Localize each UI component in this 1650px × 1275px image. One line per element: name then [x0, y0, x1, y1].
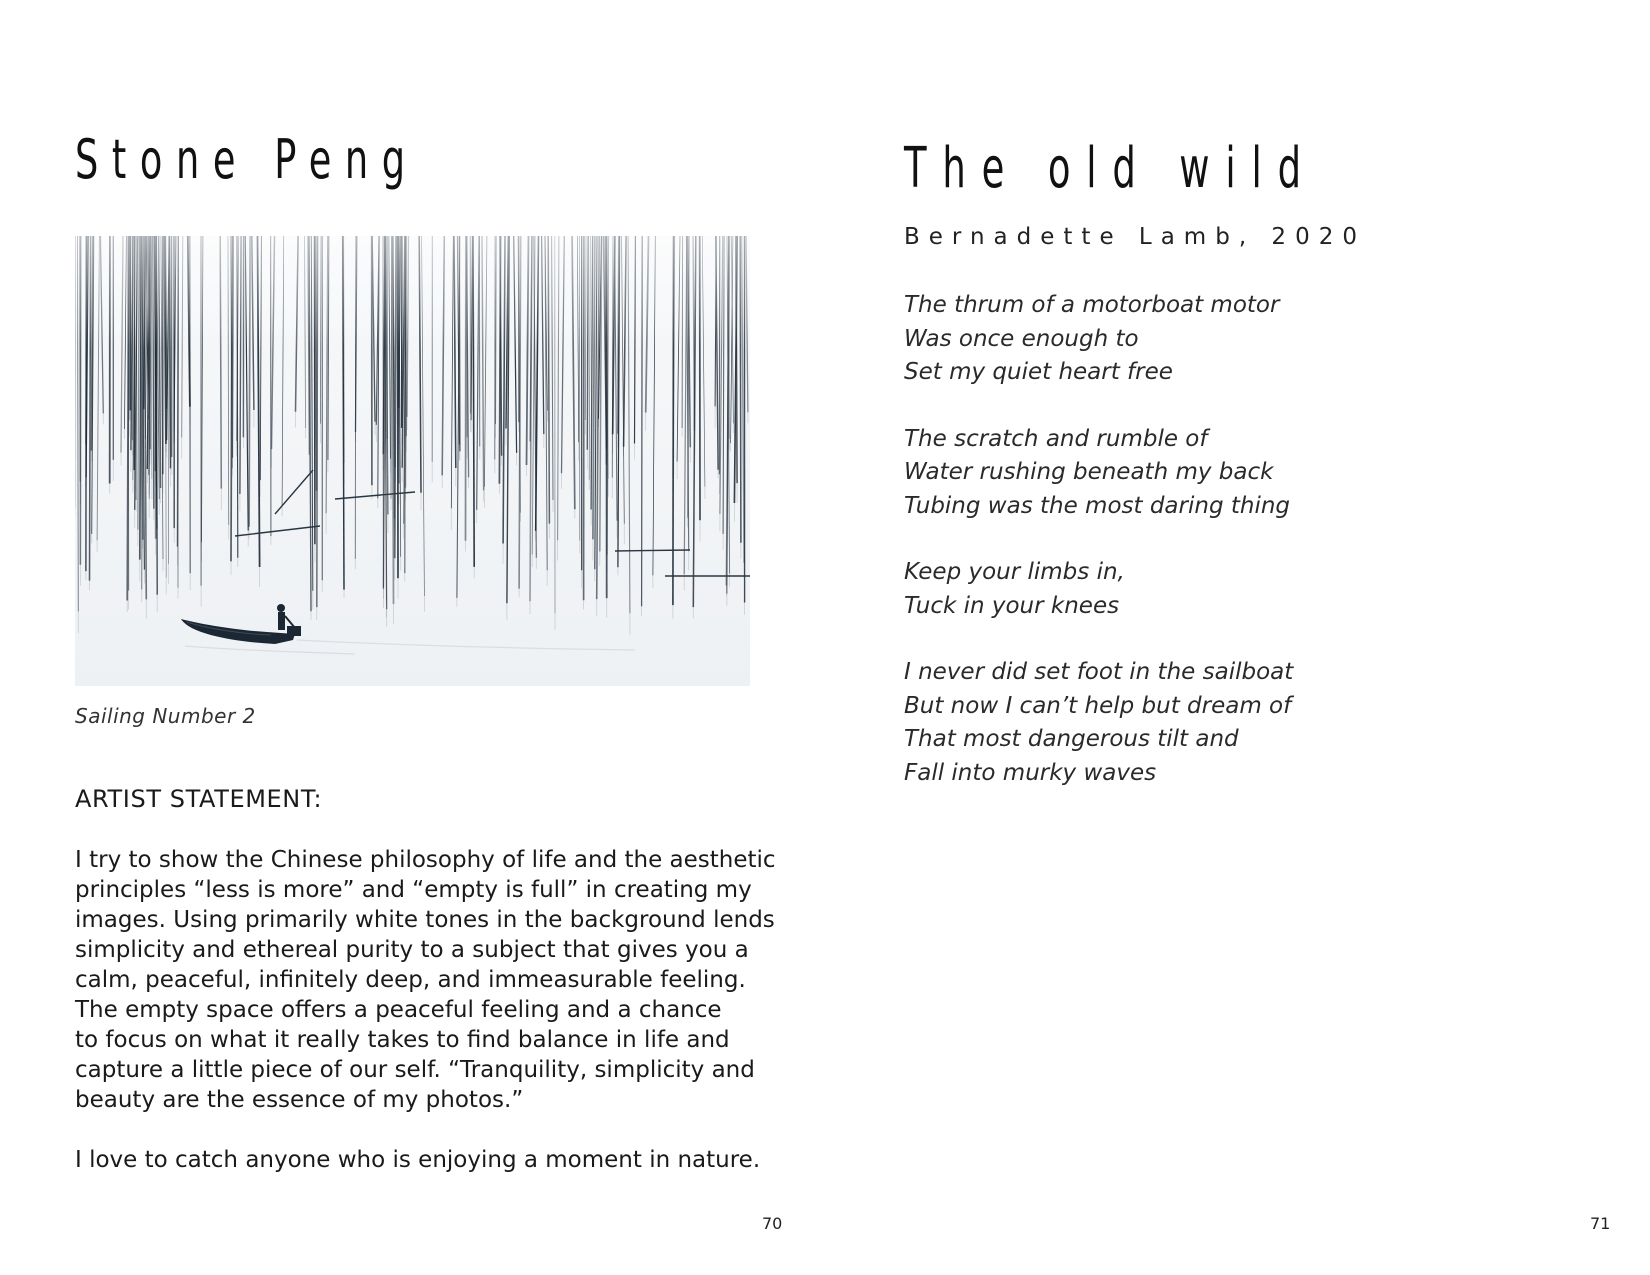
statement-line: to focus on what it really takes to find balance in life and — [75, 1027, 730, 1053]
poem-line: Water rushing beneath my back — [904, 459, 1274, 485]
poem-stanza — [904, 423, 1604, 524]
statement-line: I try to show the Chinese philosophy of life and the aesthetic — [75, 847, 776, 873]
poem-line: Fall into murky waves — [904, 759, 1157, 786]
statement-line: beauty are the essence of my photos.” — [75, 1087, 524, 1113]
poem-byline: Bernadette Lamb, 2020 — [904, 224, 1366, 250]
statement-line: calm, peaceful, infinitely deep, and immeasurable feeling. — [75, 967, 746, 993]
statement-line: The empty space offers a peaceful feeling and a chance — [75, 997, 722, 1023]
poem-body — [904, 289, 1604, 823]
statement-line: principles “less is more” and “empty is full” in creating my — [75, 877, 752, 903]
statement-line: simplicity and ethereal purity to a subject that gives you a — [75, 937, 749, 963]
artwork-photo — [75, 236, 750, 686]
poem-line: That most dangerous tilt and — [904, 726, 1239, 752]
statement-paragraph — [75, 845, 776, 1115]
poem-line: The thrum of a motorboat motor — [904, 292, 1280, 318]
artwork-caption: Sailing Number 2 — [75, 704, 256, 728]
poem-line: Tubing was the most daring thing — [904, 492, 1291, 519]
boat-among-bamboo-poles-photo — [75, 236, 750, 686]
poem-line: I never did set foot in the sailboat — [904, 659, 1294, 685]
poem-line: Set my quiet heart free — [904, 359, 1173, 385]
page-number: 70 — [762, 1214, 783, 1233]
poem-line: But now I can’t help but dream of — [904, 692, 1292, 719]
page-number: 71 — [1590, 1214, 1611, 1233]
artist-name: Stone Peng — [75, 128, 419, 191]
statement-line: I love to catch anyone who is enjoying a moment in nature. — [75, 1147, 761, 1173]
statement-heading: ARTIST STATEMENT: — [75, 785, 323, 813]
statement-line: images. Using primarily white tones in the background lends — [75, 907, 775, 933]
poem-line: Was once enough to — [904, 325, 1139, 352]
right-page — [825, 0, 1650, 1275]
statement-paragraph — [75, 1145, 761, 1175]
poem-stanza — [904, 289, 1604, 390]
statement-line: capture a little piece of our self. “Tranquility, simplicity and — [75, 1057, 755, 1083]
artist-statement — [75, 845, 776, 1205]
poem-line: Tuck in your knees — [904, 592, 1120, 619]
poem-line: The scratch and rumble of — [904, 425, 1208, 452]
poem-title: The old wild — [904, 136, 1317, 201]
poem-stanza — [904, 656, 1604, 790]
poem-line: Keep your limbs in, — [904, 559, 1125, 585]
poem-stanza — [904, 556, 1604, 623]
